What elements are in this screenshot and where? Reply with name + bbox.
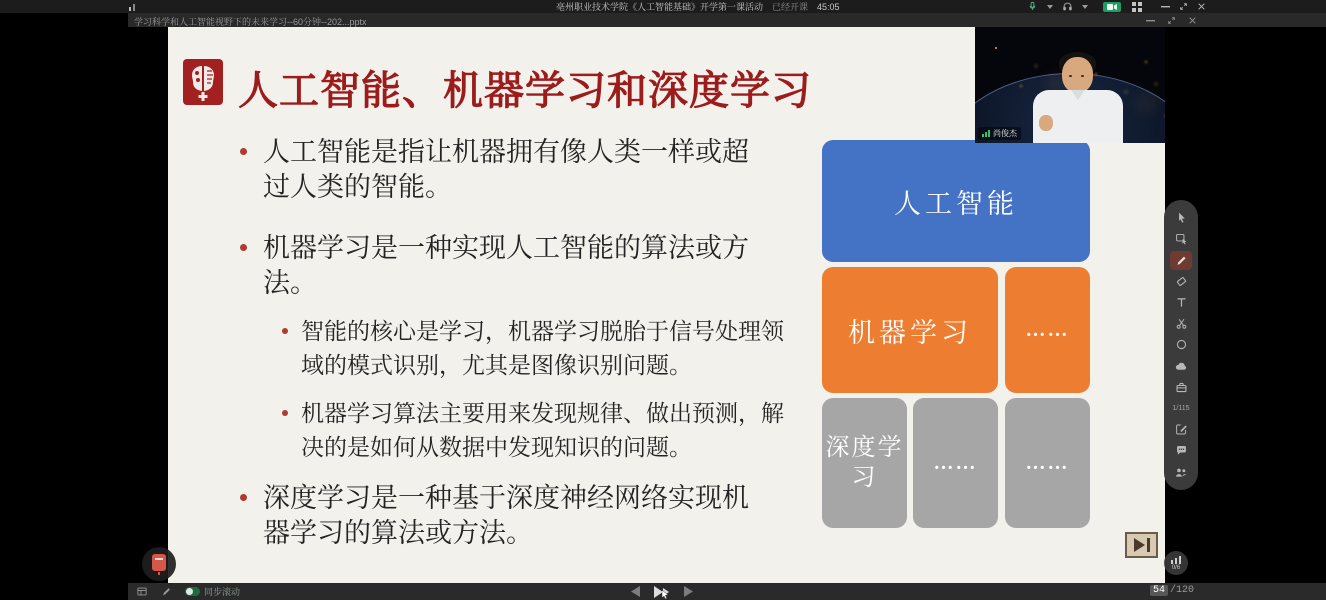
cloud-icon[interactable] xyxy=(1170,357,1192,376)
diagram-box-other3: …… xyxy=(1005,398,1090,528)
meeting-title: 亳州职业技术学院《人工智能基础》开学第一课活动 xyxy=(556,2,764,12)
annotation-toolbar xyxy=(1164,200,1198,490)
presenter-face xyxy=(1062,57,1093,93)
close-icon[interactable] xyxy=(1197,2,1206,11)
headset-caret-icon[interactable] xyxy=(1082,5,1088,9)
stats-badge[interactable] xyxy=(1164,551,1188,575)
video-button-icon[interactable] xyxy=(1103,2,1121,12)
signal-icon xyxy=(128,3,138,11)
view-mode-icon[interactable] xyxy=(136,586,148,597)
meeting-timer: 45:05 xyxy=(817,1,840,12)
bullet-dot xyxy=(240,244,247,251)
bullet-dot xyxy=(240,494,247,501)
diagram-box-other2: …… xyxy=(913,398,998,528)
city-lights xyxy=(995,47,997,49)
cursor-icon xyxy=(662,590,669,599)
next-slide-icon xyxy=(1134,538,1145,552)
diagram-box-dl: 深度学习 xyxy=(822,398,907,528)
bullet-item xyxy=(282,315,795,383)
prev-slide-icon[interactable] xyxy=(628,586,640,597)
shape-tool-icon[interactable] xyxy=(1170,335,1192,354)
grid-icon[interactable] xyxy=(1132,2,1142,12)
meeting-status: 已经开课 xyxy=(772,2,809,12)
bullet-item xyxy=(240,481,768,551)
bullet-text: 机器学习是一种实现人工智能的算法或方法。 xyxy=(263,233,749,298)
mic-caret-icon[interactable] xyxy=(1047,5,1053,9)
presenter-name: 尚俊杰 xyxy=(993,129,1017,138)
headset-icon[interactable] xyxy=(1062,1,1073,12)
select-tool-icon[interactable] xyxy=(1170,229,1192,248)
diagram-box-ml: 机器学习 xyxy=(822,267,998,393)
board-page-indicator: 1/115 xyxy=(1172,405,1190,413)
brain-logo-icon xyxy=(183,59,223,105)
bullet-text: 人工智能是指让机器拥有像人类一样或超过人类的智能。 xyxy=(263,137,749,202)
bullet-dot xyxy=(282,410,288,416)
diagram-box-ai: 人工智能 xyxy=(822,140,1090,262)
bullet-item xyxy=(240,231,768,301)
bullet-dot xyxy=(240,148,247,155)
pointer-tool-icon[interactable] xyxy=(1170,208,1192,227)
bullet-dot xyxy=(282,328,288,334)
pager-total: /120 xyxy=(1170,585,1195,596)
window-maximize-icon[interactable] xyxy=(1167,16,1176,25)
slide-pager xyxy=(1150,585,1194,596)
diagram-box-other1: …… xyxy=(1005,267,1090,393)
presenter-hand xyxy=(1039,115,1053,131)
toolbox-icon[interactable] xyxy=(1170,378,1192,397)
ppt-filename: 学习科学和人工智能视野下的未来学习--60分钟--202...pptx xyxy=(134,17,367,27)
meeting-topbar xyxy=(0,0,1326,13)
stats-icon xyxy=(1171,556,1181,564)
ai-ml-dl-diagram xyxy=(822,140,1090,532)
pen-tool-icon[interactable] xyxy=(1170,251,1192,270)
bullet-text: 智能的核心是学习，机器学习脱胎于信号处理领域的模式识别，尤其是图像识别问题。 xyxy=(301,319,784,378)
play-next-icon[interactable] xyxy=(654,586,670,598)
stats-count: 0/6 xyxy=(1171,564,1181,571)
chat-icon[interactable] xyxy=(1170,441,1192,460)
presenter-nametag xyxy=(978,127,1021,140)
pager-current: 54 xyxy=(1150,585,1168,596)
book-icon xyxy=(152,554,166,571)
eraser-tool-icon[interactable] xyxy=(1170,272,1192,291)
mic-icon[interactable] xyxy=(1027,1,1038,12)
audio-level-icon xyxy=(982,130,990,137)
bullet-text: 机器学习算法主要用来发现规律、做出预测，解决的是如何从数据中发现知识的问题。 xyxy=(301,401,784,460)
participants-icon[interactable] xyxy=(1170,463,1192,482)
ppt-window-titlebar xyxy=(128,13,1326,27)
stage xyxy=(0,27,1326,583)
text-tool-icon[interactable] xyxy=(1170,293,1192,312)
minimize-icon[interactable] xyxy=(1161,2,1170,11)
sync-toggle-label: 同步滚动 xyxy=(204,587,241,597)
scissors-tool-icon[interactable] xyxy=(1170,314,1192,333)
annotate-pen-icon[interactable] xyxy=(161,586,172,597)
textbook-badge[interactable] xyxy=(142,547,176,581)
window-minimize-icon[interactable] xyxy=(1146,16,1155,25)
next-slide-button[interactable] xyxy=(1125,532,1158,558)
toggle-on-icon xyxy=(185,587,200,596)
sync-toggle[interactable] xyxy=(185,585,240,598)
forward-icon[interactable] xyxy=(684,586,696,597)
bullet-item xyxy=(282,397,795,465)
slide-title: 人工智能、机器学习和深度学习 xyxy=(238,68,812,113)
bullet-item xyxy=(240,135,768,205)
edit-board-icon[interactable] xyxy=(1170,420,1192,439)
bullet-text: 深度学习是一种基于深度神经网络实现机器学习的算法或方法。 xyxy=(263,483,749,548)
presenter-webcam[interactable] xyxy=(975,27,1165,143)
bottom-bar xyxy=(128,583,1326,600)
window-close-icon[interactable] xyxy=(1188,16,1197,25)
maximize-icon[interactable] xyxy=(1179,2,1188,11)
